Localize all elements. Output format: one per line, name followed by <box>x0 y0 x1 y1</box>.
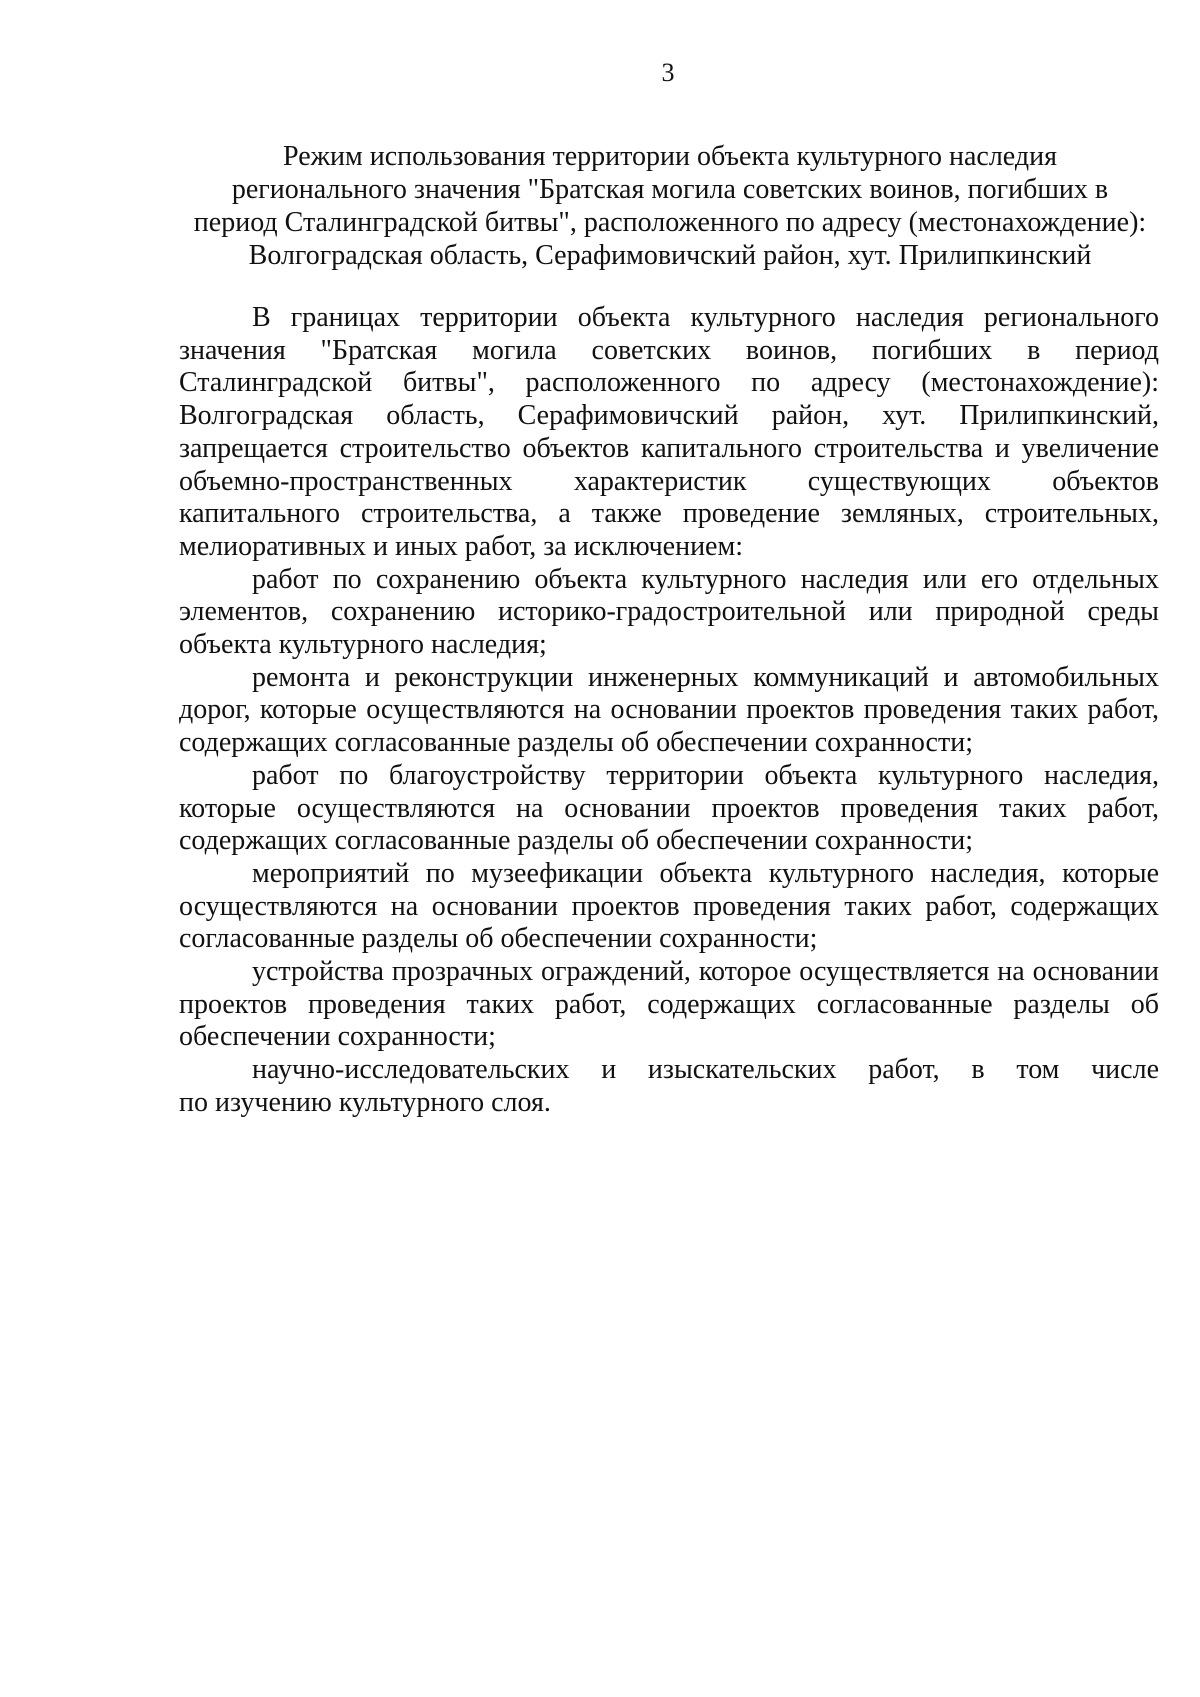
document-body <box>179 302 1159 1120</box>
paragraph-restrictions: В границах территории объекта культурного наследия регионального значения "Братская могила советских воинов, погибших в период Сталинградской битвы", расположенного по адресу (местонахождение): Волгоградская область, Серафимовичский район, хут. Прилипкинский, запрещается строительство объектов капитального строительства и увеличение объемно-пространственных характеристик существующих объектов капитального строительства, а также проведение земляных, строительных, мелиоративных и иных работ, за исключением: <box>179 302 1159 562</box>
paragraph-exception-preservation: работ по сохранению объекта культурного наследия или его отдельных элементов, сохранению историко-градостроительной или природной среды объекта культурного наследия; <box>179 563 1159 661</box>
title-line: регионального значения "Братская могила советских воинов, погибших в <box>231 174 1109 205</box>
title-line: Режим использования территории объекта культурного наследия <box>283 141 1057 172</box>
page-number: 3 <box>661 58 675 87</box>
document-title <box>180 140 1160 272</box>
paragraph-exception-research-line-2: по изучению культурного слоя. <box>179 1086 551 1118</box>
title-line: Волгоградская область, Серафимовичский район, хут. Прилипкинский <box>248 240 1092 271</box>
paragraph-exception-fences: устройства прозрачных ограждений, которое осуществляется на основании проектов проведения таких работ, содержащих согласованные разделы об обеспечении сохранности; <box>179 956 1159 1053</box>
paragraph-exception-repair: ремонта и реконструкции инженерных коммуникаций и автомобильных дорог, которые осуществляются на основании проектов проведения таких работ, содержащих согласованные разделы об обеспечении сохранности; <box>179 661 1159 759</box>
paragraph-exception-landscaping: работ по благоустройству территории объекта культурного наследия, которые осуществляются на основании проектов проведения таких работ, содержащих согласованные разделы об обеспечении сохранности; <box>179 759 1159 857</box>
title-line: период Сталинградской битвы", расположенного по адресу (местонахождение): <box>193 207 1147 238</box>
paragraph-exception-museum: мероприятий по музеефикации объекта культурного наследия, которые осуществляются на основании проектов проведения таких работ, содержащих согласованные разделы об обеспечении сохранности; <box>179 857 1159 955</box>
paragraph-exception-research-line-1: научно-исследовательских и изыскательских работ, в том числе <box>252 1054 1159 1086</box>
